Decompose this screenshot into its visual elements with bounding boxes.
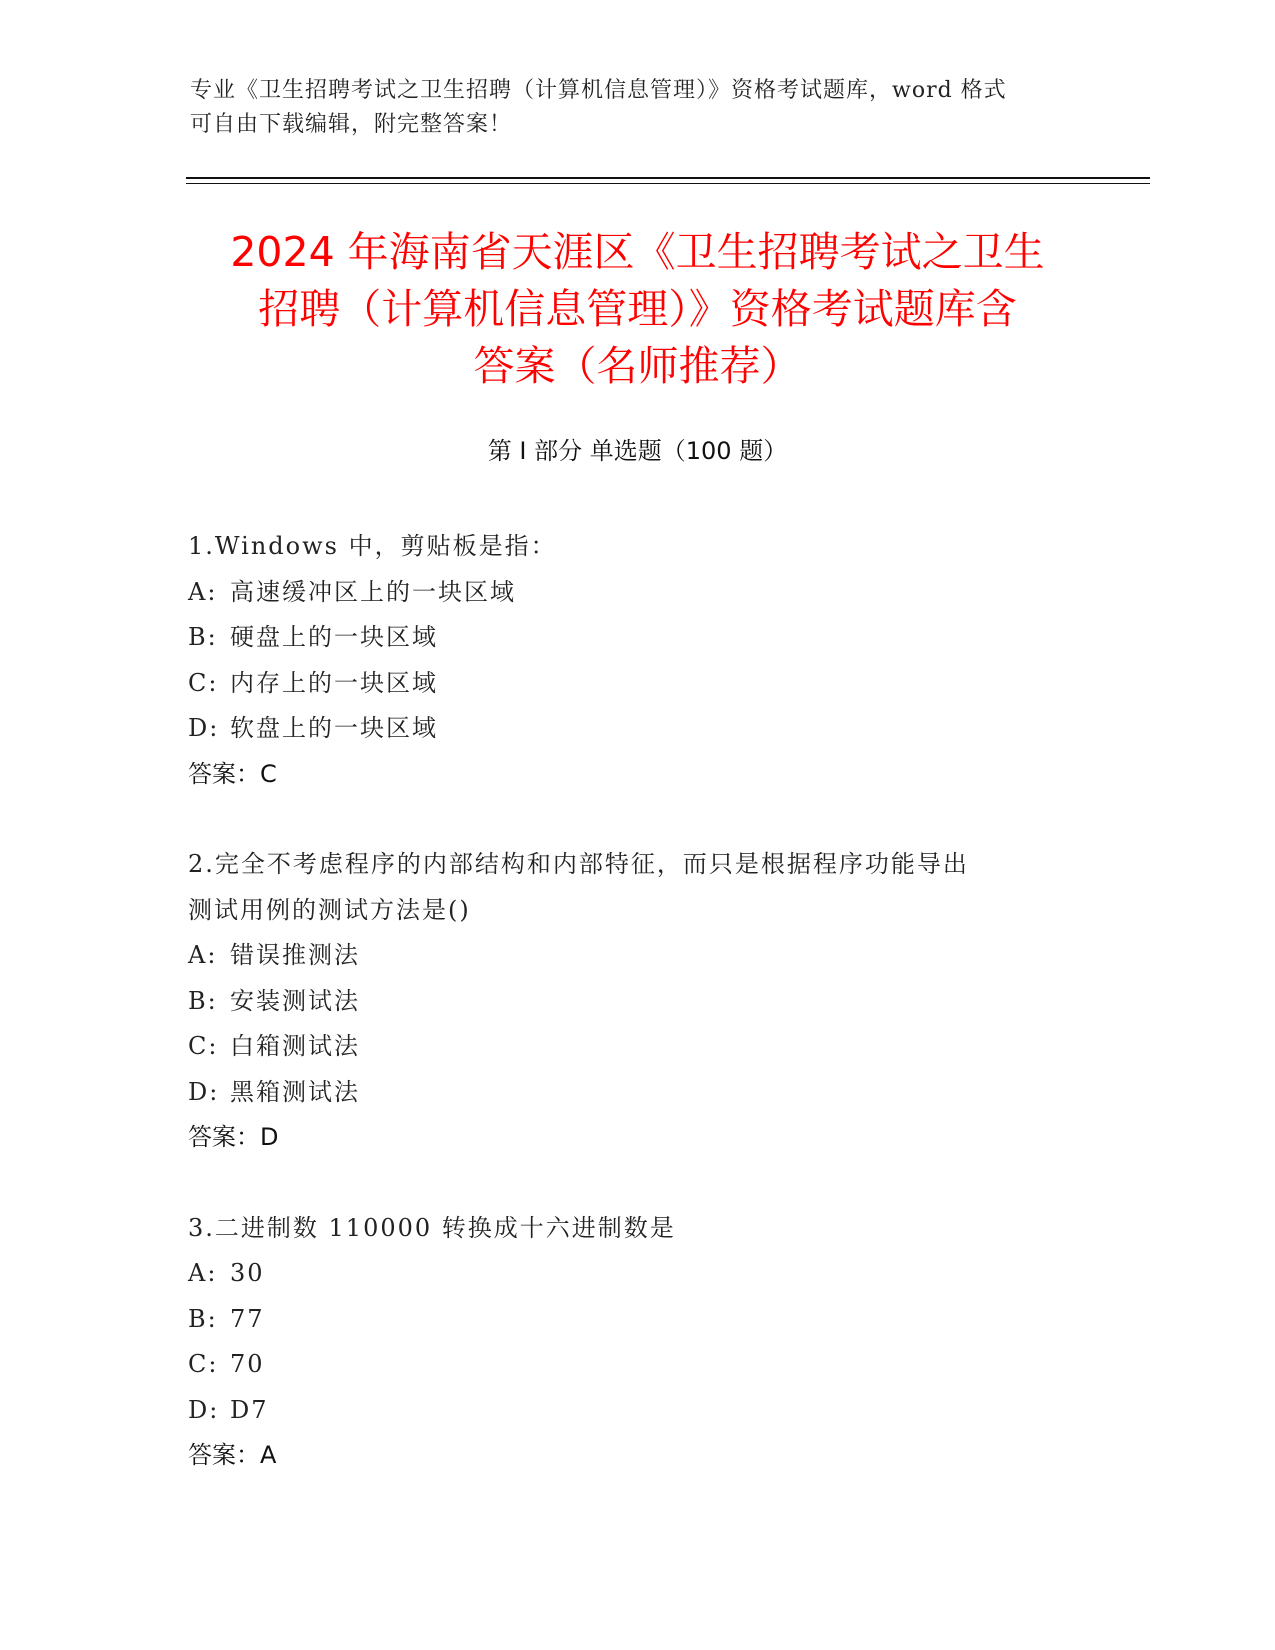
option-text: 高速缓冲区上的一块区域 — [230, 577, 516, 606]
answer-option — [188, 933, 1088, 979]
option-text: 内存上的一块区域 — [230, 668, 438, 697]
option-text: 安装测试法 — [230, 986, 360, 1015]
option-key: D: — [188, 1395, 220, 1424]
question-block — [188, 1206, 1088, 1479]
option-key: C: — [188, 1032, 219, 1060]
answer-line: 答案：D — [188, 1123, 279, 1151]
answer-line: 答案：A — [188, 1441, 277, 1469]
header-note — [190, 74, 1090, 142]
question-block — [188, 524, 1088, 797]
option-key: B: — [188, 986, 218, 1015]
option-key: D: — [188, 1077, 220, 1106]
answer-option — [188, 615, 1088, 661]
question-list — [188, 524, 1088, 1524]
answer-option — [188, 1024, 1088, 1070]
answer-option — [188, 1297, 1088, 1343]
question-stem: 测试用例的测试方法是() — [188, 895, 471, 924]
option-text: 白箱测试法 — [230, 1032, 360, 1060]
document-title-line-3: 答案（名师推荐） — [473, 342, 802, 390]
option-key: B: — [188, 1304, 218, 1333]
question-stem: 1.Windows 中，剪贴板是指： — [188, 532, 557, 560]
answer-option — [188, 1342, 1088, 1388]
option-text: 30 — [230, 1259, 265, 1287]
header-divider-thin — [186, 183, 1150, 184]
option-key: D: — [188, 714, 220, 742]
answer-line: 答案：C — [188, 759, 277, 788]
answer-option — [188, 570, 1088, 616]
option-text: 70 — [230, 1350, 265, 1378]
document-title-line-2: 招聘（计算机信息管理）》资格考试题库含 — [258, 285, 1017, 333]
option-text: 黑箱测试法 — [230, 1077, 360, 1106]
option-key: C: — [188, 668, 219, 697]
header-divider-thick — [186, 177, 1150, 179]
header-note-line-2: 可自由下载编辑，附完整答案！ — [190, 112, 513, 137]
option-text: 硬盘上的一块区域 — [230, 623, 438, 651]
question-stem: 3.二进制数 110000 转换成十六进制数是 — [188, 1213, 676, 1242]
option-key: C: — [188, 1350, 219, 1378]
answer-option — [188, 979, 1088, 1025]
option-text: D7 — [230, 1395, 269, 1424]
document-title — [150, 224, 1125, 395]
question-block — [188, 842, 1088, 1161]
document-title-line-1: 2024 年海南省天涯区《卫生招聘考试之卫生 — [230, 228, 1045, 276]
answer-option — [188, 706, 1088, 752]
option-text: 77 — [230, 1304, 265, 1333]
question-stem: 2.完全不考虑程序的内部结构和内部特征，而只是根据程序功能导出 — [188, 850, 969, 878]
option-key: A: — [188, 1259, 218, 1287]
option-key: B: — [188, 623, 218, 651]
answer-option — [188, 661, 1088, 707]
answer-option — [188, 1388, 1088, 1434]
header-note-line-1: 专业《卫生招聘考试之卫生招聘（计算机信息管理）》资格考试题库，word 格式 — [190, 78, 1007, 103]
option-text: 错误推测法 — [230, 941, 360, 969]
option-key: A: — [188, 577, 218, 606]
option-text: 软盘上的一块区域 — [230, 714, 438, 742]
option-key: A: — [188, 941, 218, 969]
answer-option — [188, 1070, 1088, 1116]
section-heading: 第 I 部分 单选题（100 题） — [487, 437, 788, 465]
answer-option — [188, 1251, 1088, 1297]
